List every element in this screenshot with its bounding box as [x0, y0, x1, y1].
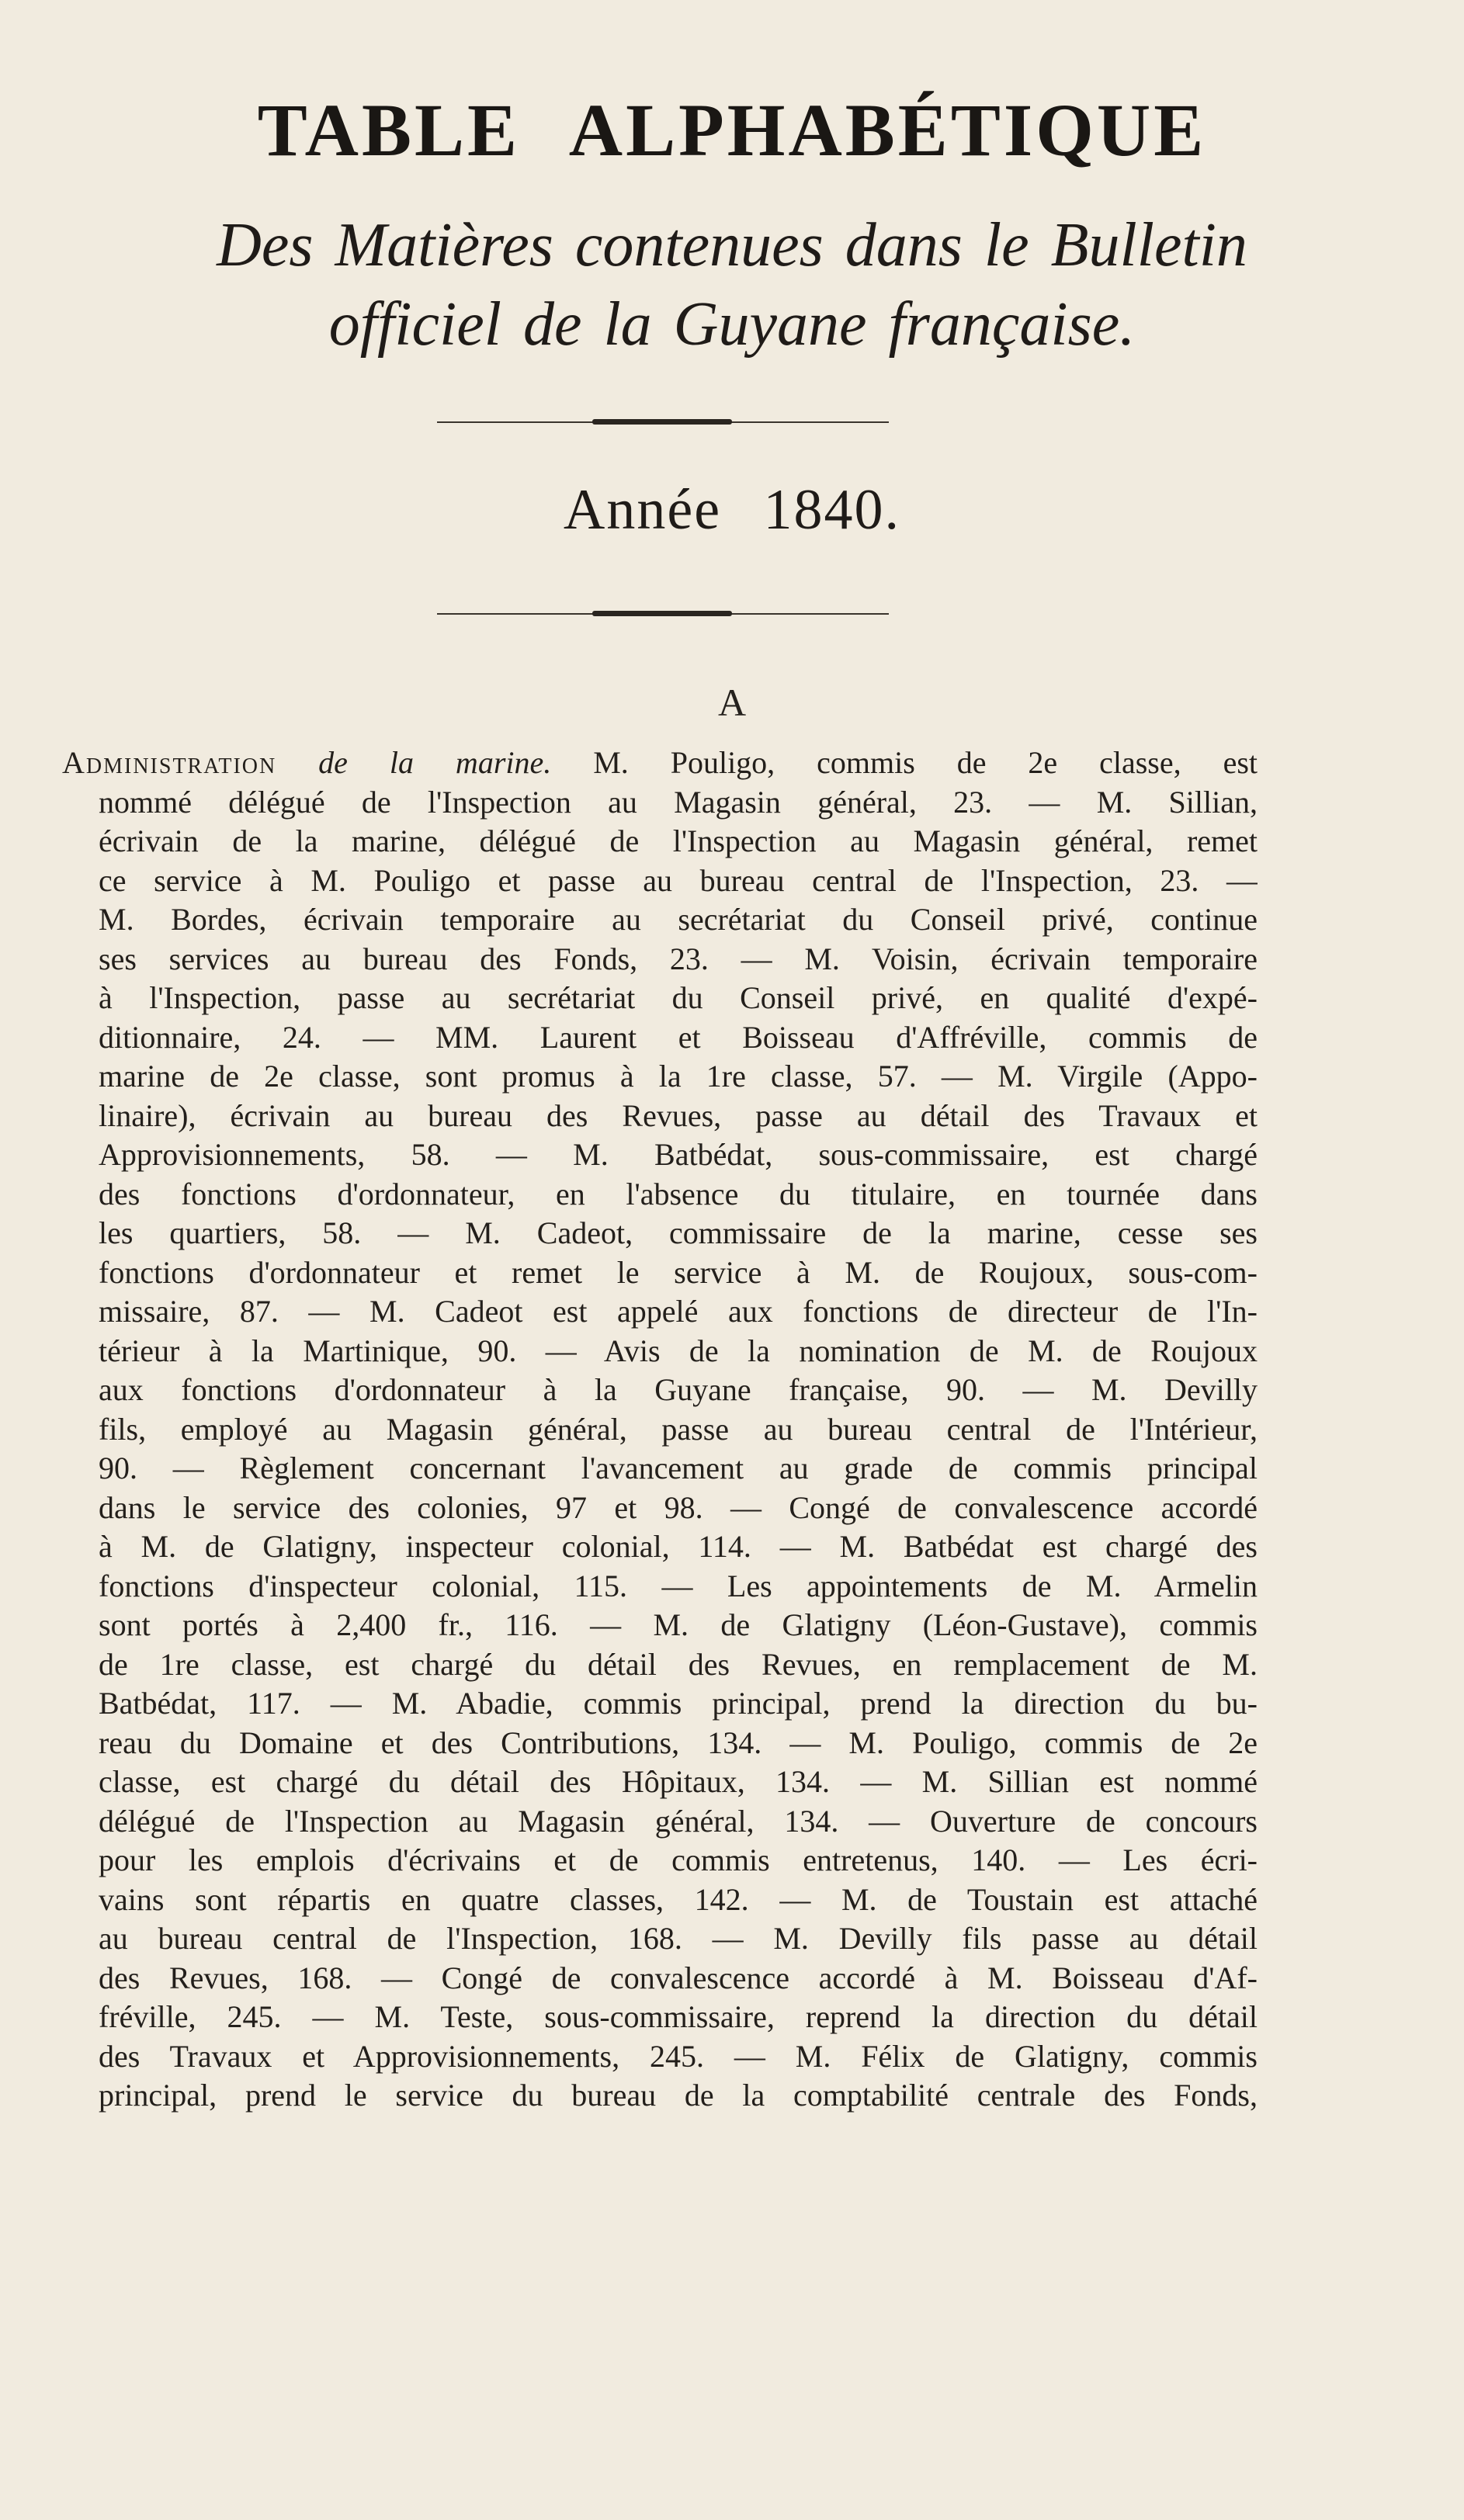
entry-line: des Revues, 168. — Congé de convalescence accordé à M. Boisseau d'Af-: [99, 1960, 1258, 1995]
entry-line: les quartiers, 58. — M. Cadeot, commissaire de la marine, cesse ses: [99, 1215, 1258, 1250]
entry-line: dans le service des colonies, 97 et 98. — Congé de convalescence accordé: [99, 1489, 1258, 1525]
entry-line: des fonctions d'ordonnateur, en l'absence du titulaire, en tournée dans: [99, 1176, 1258, 1211]
entry-line: marine de 2e classe, sont promus à la 1re classe, 57. — M. Virgile (Appo-: [99, 1059, 1258, 1094]
entry-line: linaire), écrivain au bureau des Revues, passe au détail des Travaux et: [99, 1097, 1258, 1133]
rule-thick-line: [592, 611, 732, 616]
entry-line: ses services au bureau des Fonds, 23. — M. Voisin, écrivain temporaire: [99, 941, 1258, 976]
entry-line: fonctions d'ordonnateur et remet le service à M. de Roujoux, sous-com-: [99, 1254, 1258, 1290]
entry-line: fonctions d'inspecteur colonial, 115. — Les appointements de M. Armelin: [99, 1568, 1258, 1603]
entry-line: térieur à la Martinique, 90. — Avis de la nomination de M. de Roujoux: [99, 1333, 1258, 1368]
entry-line: fils, employé au Magasin général, passe au bureau central de l'Intérieur,: [99, 1411, 1258, 1447]
rule-thick-line: [592, 419, 732, 425]
entry-line: à l'Inspection, passe au secrétariat du Conseil privé, en qualité d'expé-: [99, 980, 1258, 1015]
page-title: TABLE ALPHABÉTIQUE: [257, 88, 1207, 172]
entry-line: aux fonctions d'ordonnateur à la Guyane française, 90. — M. Devilly: [99, 1372, 1258, 1407]
entry-line: vains sont répartis en quatre classes, 142. — M. de Toustain est attaché: [99, 1881, 1258, 1917]
entry-line: au bureau central de l'Inspection, 168. — M. Devilly fils passe au détail: [99, 1921, 1258, 1956]
subtitle-line-1: Des Matières contenues dans le Bulletin: [217, 211, 1247, 279]
entry-line-text: M. Pouligo, commis de 2e classe, est: [551, 745, 1258, 780]
entry-line: ce service à M. Pouligo et passe au bureau central de l'Inspection, 23. —: [99, 862, 1258, 898]
entry-line: de 1re classe, est chargé du détail des Revues, en remplacement de M.: [99, 1646, 1258, 1682]
entry-line: 90. — Règlement concernant l'avancement au grade de commis principal: [99, 1451, 1258, 1485]
entry-line: nommé délégué de l'Inspection au Magasin général, 23. — M. Sillian,: [99, 784, 1258, 820]
entry-term: Administration: [62, 745, 277, 780]
page-subtitle: [47, 206, 1417, 364]
entry-line: [62, 744, 1258, 783]
entry-line: Approvisionnements, 58. — M. Batbédat, sous-commissaire, est chargé: [99, 1137, 1258, 1172]
entry-line: des Travaux et Approvisionnements, 245. — M. Félix de Glatigny, commis: [99, 2038, 1258, 2074]
entry-term-suffix: de la marine.: [318, 745, 552, 780]
entry-line: pour les emplois d'écrivains et de commis entretenus, 140. — Les écri-: [99, 1842, 1258, 1877]
entry-line: sont portés à 2,400 fr., 116. — M. de Glatigny (Léon-Gustave), commis: [99, 1607, 1258, 1642]
entry-line: délégué de l'Inspection au Magasin général, 134. — Ouverture de concours: [99, 1803, 1258, 1839]
entry-line: écrivain de la marine, délégué de l'Inspection au Magasin général, remet: [99, 823, 1258, 858]
entry-line: Batbédat, 117. — M. Abadie, commis principal, prend la direction du bu-: [99, 1686, 1258, 1721]
entry-line: classe, est chargé du détail des Hôpitaux, 134. — M. Sillian est nommé: [99, 1764, 1258, 1799]
subtitle-line-2: officiel de la Guyane française.: [328, 290, 1136, 359]
section-letter: A: [717, 681, 747, 724]
index-entry: [62, 744, 1258, 2116]
entry-line: fréville, 245. — M. Teste, sous-commissaire, reprend la direction du détail: [99, 1999, 1258, 2034]
entry-line: à M. de Glatigny, inspecteur colonial, 114. — M. Batbédat est chargé des: [99, 1529, 1258, 1564]
entry-line: M. Bordes, écrivain temporaire au secrétariat du Conseil privé, continue: [99, 902, 1258, 937]
entry-line: reau du Domaine et des Contributions, 134. — M. Pouligo, commis de 2e: [99, 1724, 1258, 1760]
entry-line: missaire, 87. — M. Cadeot est appelé aux fonctions de directeur de l'In-: [99, 1294, 1258, 1329]
year-heading: Année 1840.: [563, 478, 901, 542]
entry-line: ditionnaire, 24. — MM. Laurent et Boisseau d'Affréville, commis de: [99, 1019, 1258, 1055]
entry-line: principal, prend le service du bureau de la comptabilité centrale des Fonds,: [99, 2078, 1258, 2113]
